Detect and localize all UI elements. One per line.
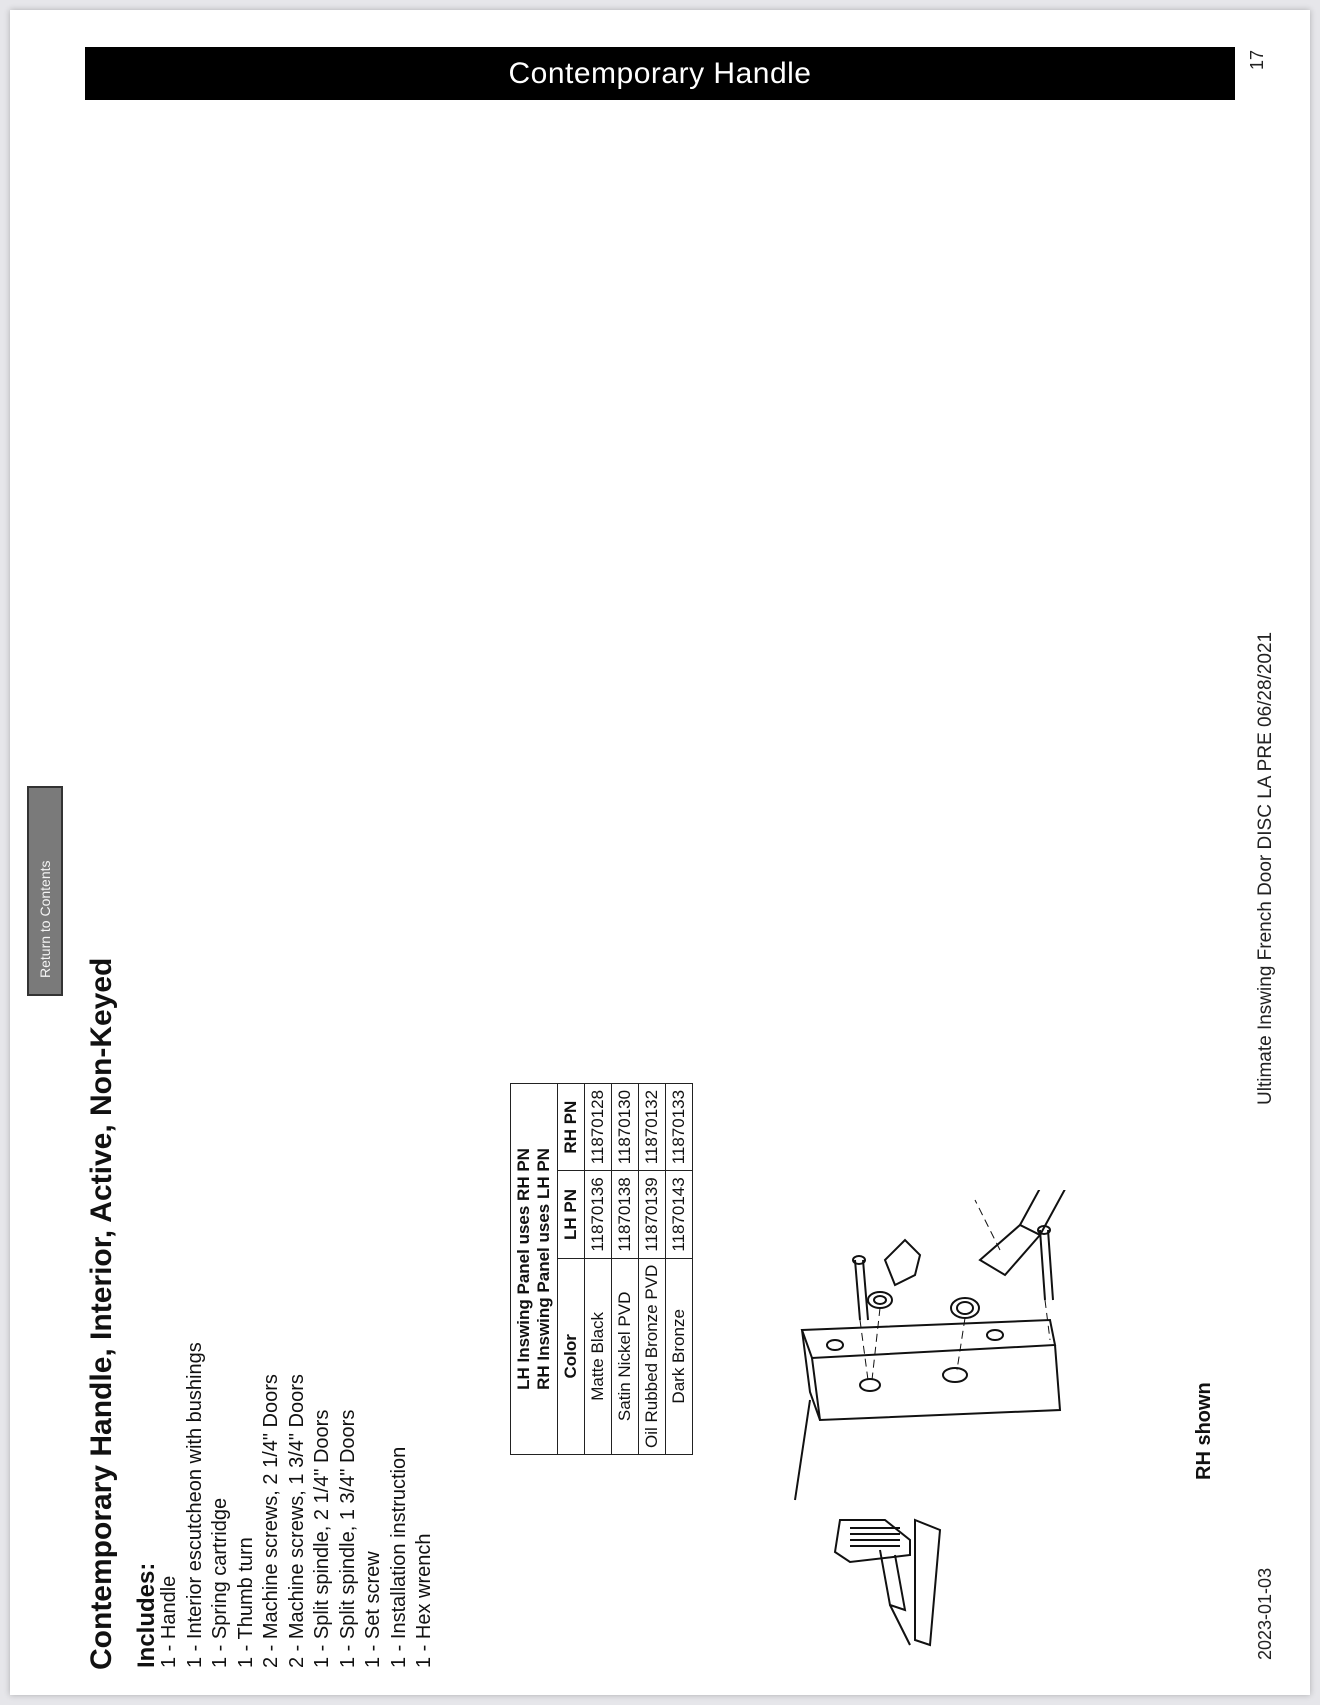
thumb-turn-drawing [835, 1520, 940, 1645]
includes-list-item: 1 - Interior escutcheon with bushings [183, 1342, 206, 1668]
includes-list-item: 1 - Thumb turn [234, 1537, 257, 1668]
cell-color: Dark Bronze [666, 1258, 693, 1454]
page-number: 17 [1247, 49, 1267, 70]
column-header-color: Color [558, 1258, 585, 1454]
figure-caption: RH shown [1193, 1382, 1215, 1480]
table-row [639, 1083, 666, 1454]
table-caption-line1: LH Inswing Panel uses RH PN [514, 1148, 533, 1390]
cell-rh-pn: 11870133 [666, 1083, 693, 1170]
footer-date: 2023-01-03 [1255, 1567, 1275, 1660]
includes-list-item: 1 - Installation instruction [387, 1446, 410, 1668]
handle-exploded-diagram [750, 1190, 1170, 1650]
cell-lh-pn: 11870143 [666, 1171, 693, 1258]
includes-list-item: 1 - Hex wrench [413, 1533, 435, 1668]
header-bar [85, 47, 1235, 100]
table-caption-line2: RH Inswing Panel uses LH PN [534, 1148, 553, 1390]
table-row [612, 1083, 639, 1454]
includes-list-item: 1 - Set screw [362, 1551, 384, 1668]
table-caption [511, 1083, 558, 1454]
includes-list-item: 1 - Split spindle, 1 3/4" Doors [336, 1409, 359, 1668]
return-to-contents-label: Return to Contents [37, 860, 53, 978]
includes-heading: Includes: [133, 1562, 160, 1668]
cell-lh-pn: 11870138 [612, 1171, 639, 1258]
document-title: Contemporary Handle, Interior, Active, Non-Keyed [85, 957, 118, 1670]
escutcheon-drawing [795, 1320, 1060, 1500]
table-header-row [558, 1083, 585, 1454]
table-row [666, 1083, 693, 1454]
table-row [585, 1083, 612, 1454]
cell-color: Matte Black [585, 1258, 612, 1454]
includes-list-item: 1 - Split spindle, 2 1/4" Doors [311, 1409, 333, 1668]
column-header-rh-pn: RH PN [558, 1083, 585, 1170]
cell-rh-pn: 11870128 [585, 1083, 612, 1170]
footer-document-id: Ultimate Inswing French Door DISC LA PRE 06/28/2021 [1255, 631, 1276, 1105]
cell-color: Oil Rubbed Bronze PVD [639, 1258, 666, 1454]
column-header-lh-pn: LH PN [558, 1171, 585, 1258]
includes-list-item: 1 - Spring cartridge [209, 1497, 231, 1668]
cell-rh-pn: 11870130 [612, 1083, 639, 1170]
spring-cartridge-drawing [868, 1240, 979, 1318]
header-title: Contemporary Handle [508, 57, 812, 90]
includes-list-item: 1 - Handle [158, 1575, 180, 1668]
cell-lh-pn: 11870136 [585, 1171, 612, 1258]
part-number-table-wrap [510, 1083, 693, 1455]
cell-rh-pn: 11870132 [639, 1083, 666, 1170]
includes-list-item: 2 - Machine screws, 2 1/4" Doors [260, 1374, 282, 1668]
screws-drawing [853, 1226, 1053, 1320]
includes-list-item: 2 - Machine screws, 1 3/4" Doors [285, 1374, 308, 1668]
cell-color: Satin Nickel PVD [612, 1258, 639, 1454]
document-page [10, 10, 1310, 1695]
return-to-contents-button[interactable] [27, 786, 63, 996]
cell-lh-pn: 11870139 [639, 1171, 666, 1258]
part-number-table [510, 1083, 693, 1455]
